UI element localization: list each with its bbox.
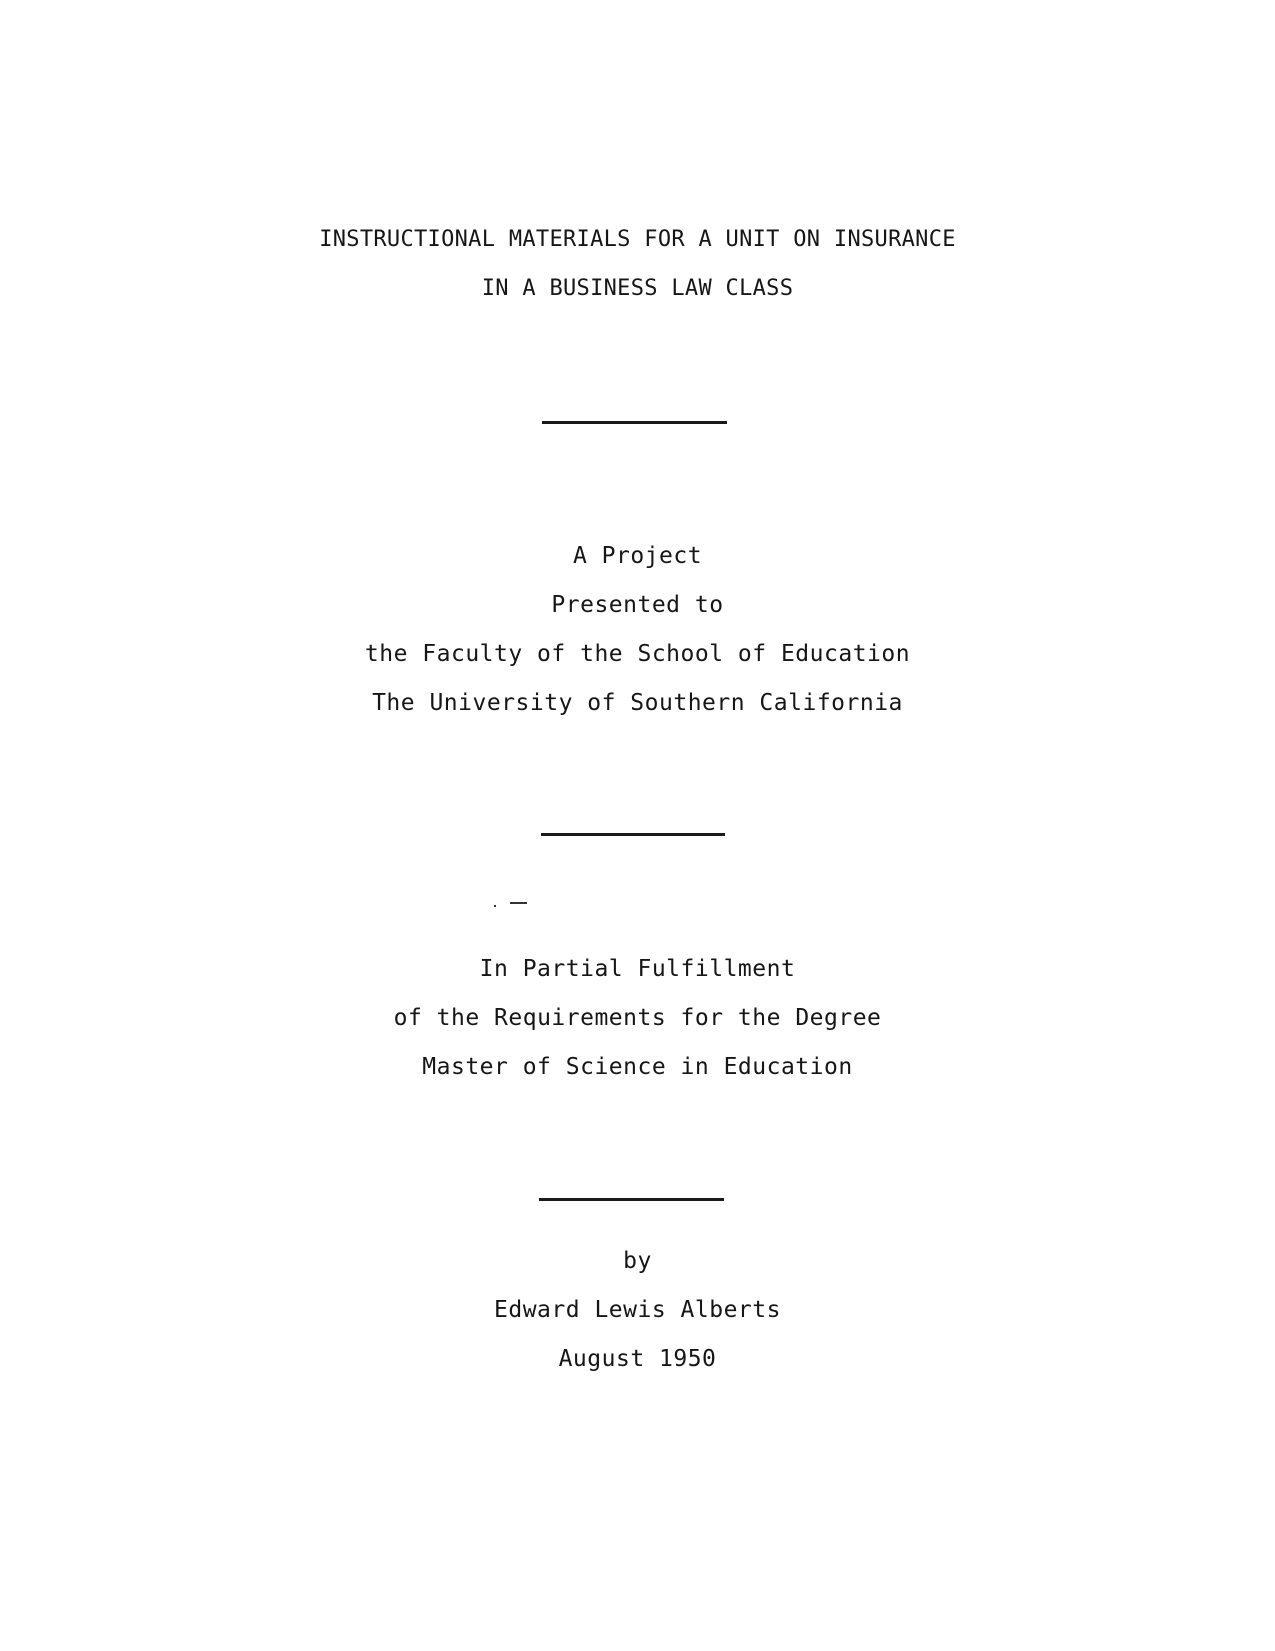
scan-speck bbox=[494, 905, 496, 907]
divider-2 bbox=[541, 833, 725, 836]
partial-fulfillment: In Partial Fulfillment bbox=[479, 956, 796, 982]
presented-to: Presented to bbox=[551, 592, 724, 618]
scan-mark bbox=[510, 902, 527, 904]
degree-line: Master of Science in Education bbox=[422, 1054, 853, 1080]
title-line-1: INSTRUCTIONAL MATERIALS FOR A UNIT ON INSURANCE bbox=[319, 227, 956, 252]
divider-3 bbox=[539, 1198, 724, 1201]
faculty-line: the Faculty of the School of Education bbox=[364, 641, 911, 667]
project-label: A Project bbox=[572, 543, 703, 569]
university-line: The University of Southern California bbox=[372, 690, 903, 716]
author-name: Edward Lewis Alberts bbox=[494, 1297, 781, 1323]
by-label: by bbox=[623, 1248, 652, 1274]
requirements-line: of the Requirements for the Degree bbox=[393, 1005, 882, 1031]
title-line-2: IN A BUSINESS LAW CLASS bbox=[481, 276, 794, 301]
submission-date: August 1950 bbox=[558, 1346, 717, 1372]
divider-1 bbox=[542, 421, 727, 424]
